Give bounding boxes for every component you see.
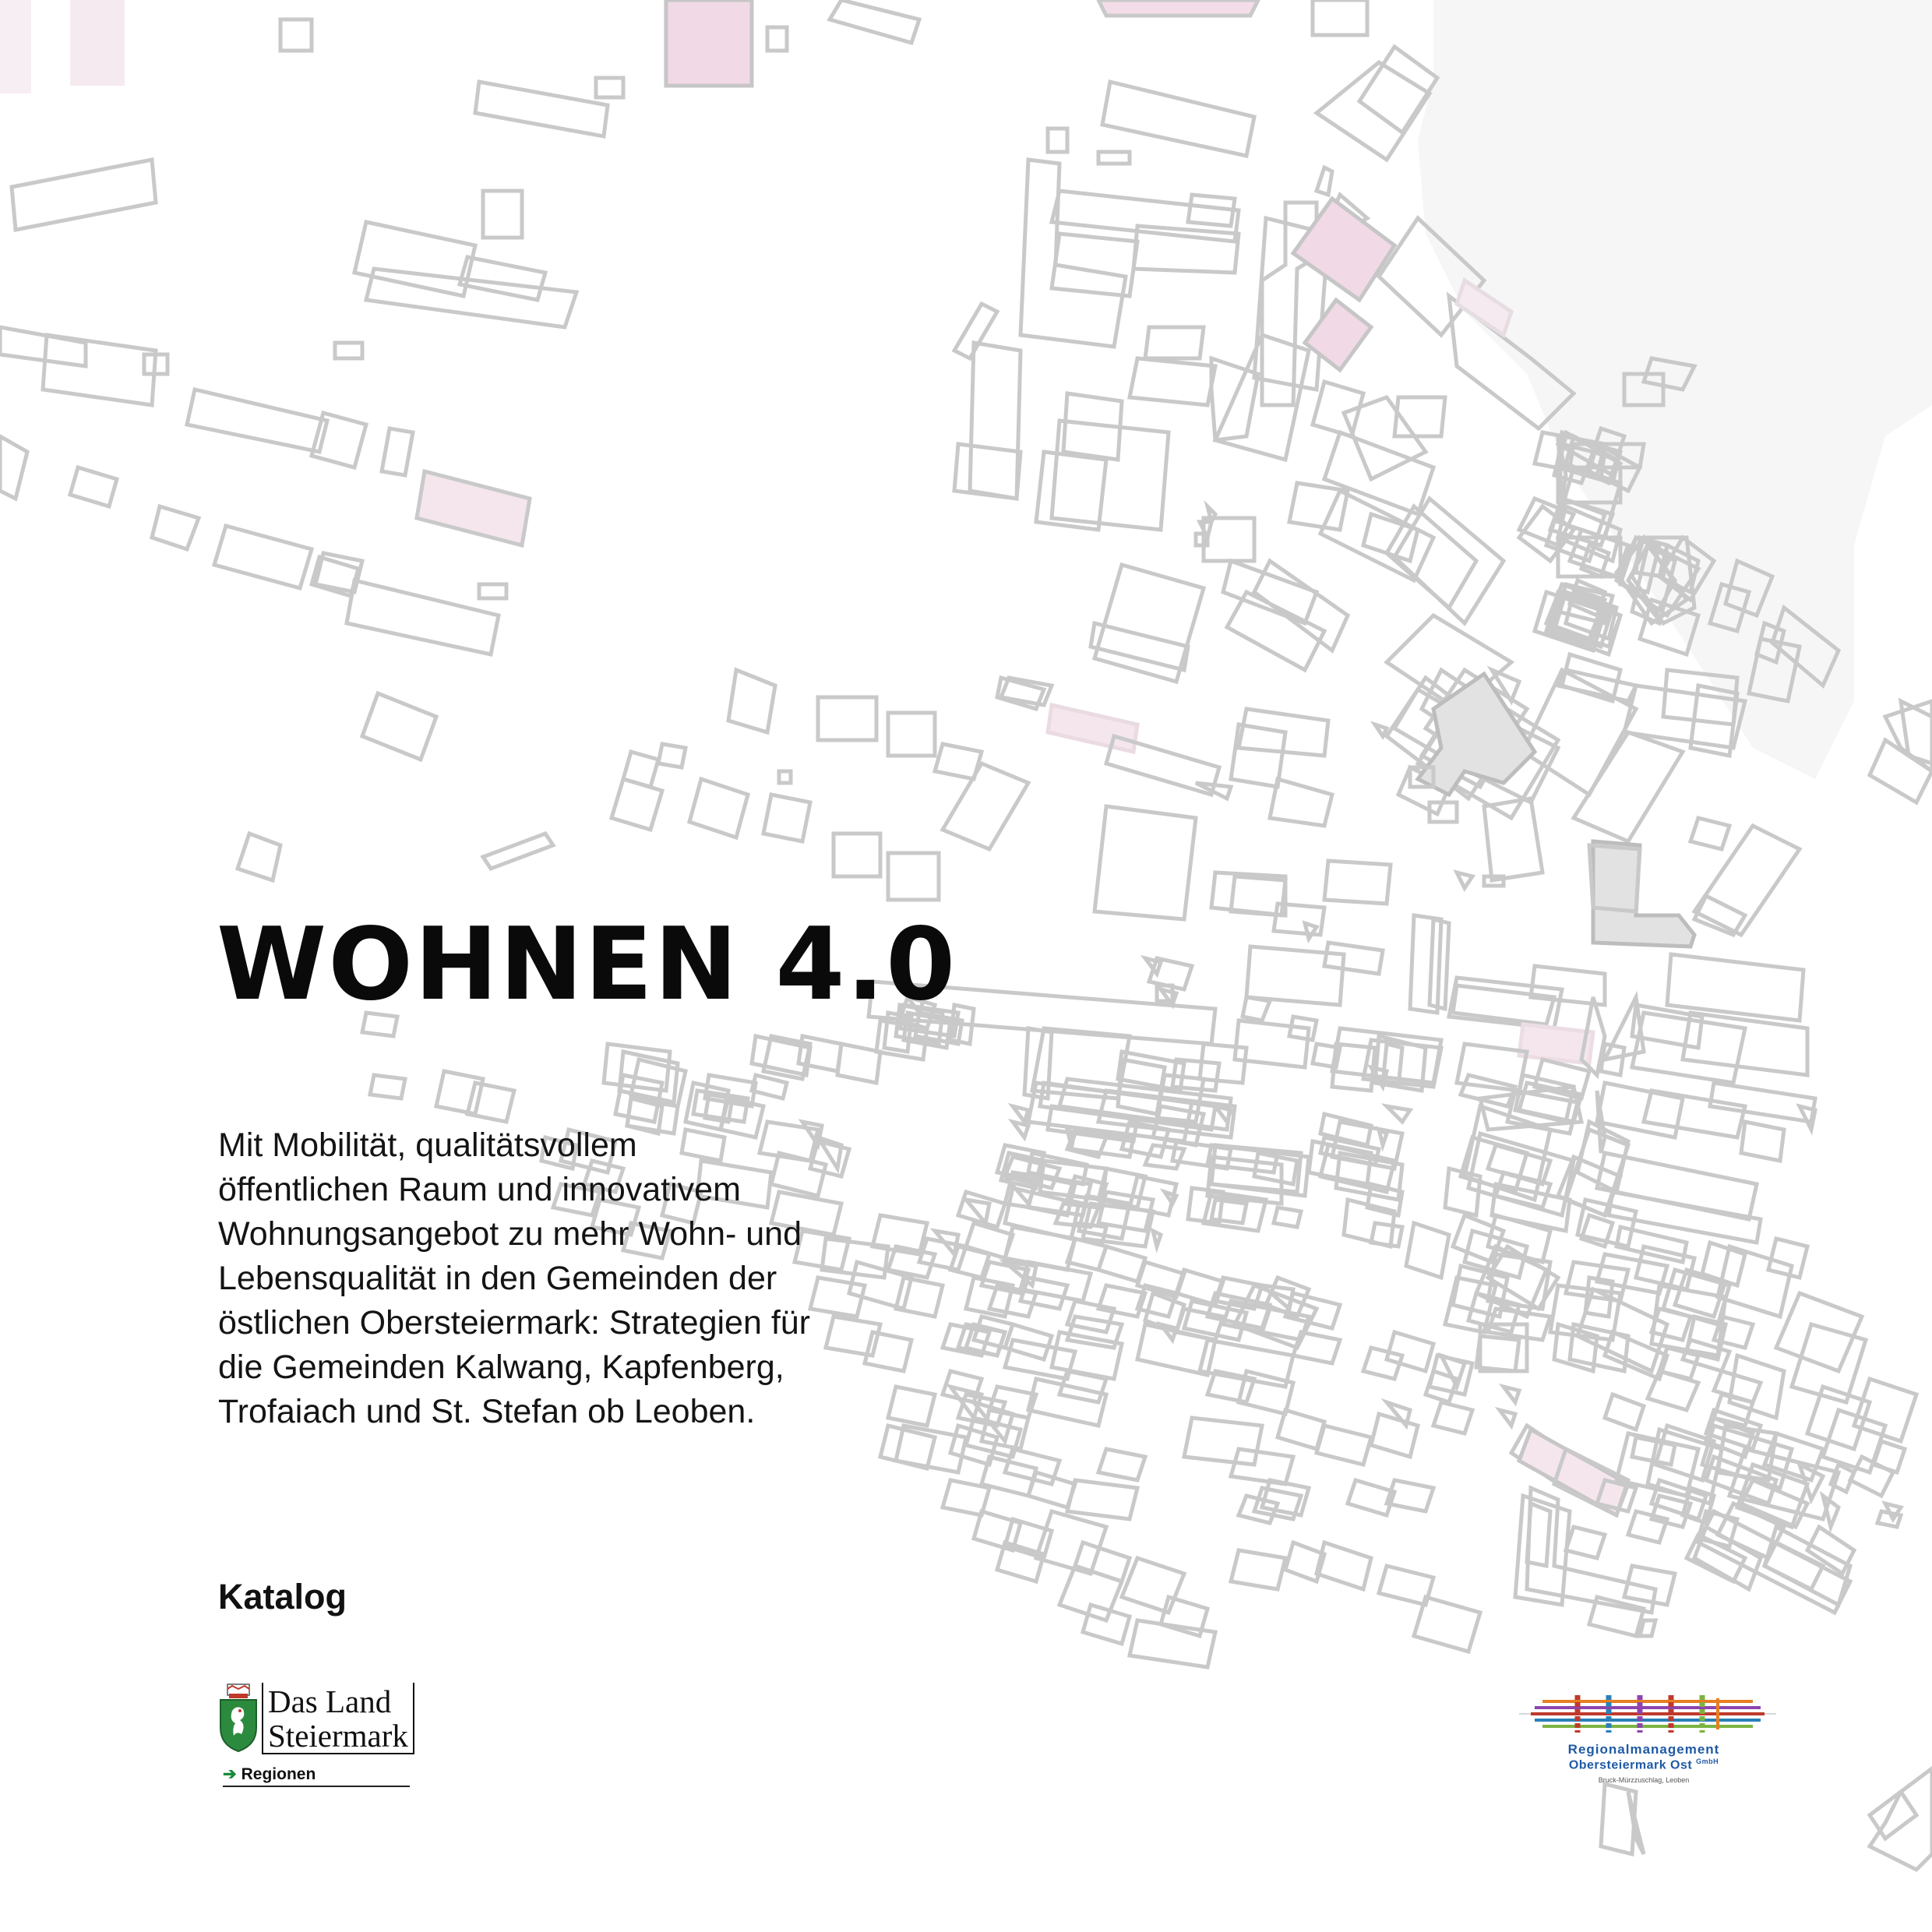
railway-lines-icon [1519, 1690, 1776, 1737]
subtitle-line: Wohnungsangebot zu mehr Wohn- und [218, 1215, 802, 1253]
subtitle-line: östlichen Obersteiermark: Strategien für [218, 1304, 810, 1341]
land-name-line1: Das Land [268, 1683, 392, 1719]
rm-name-line2 [1550, 1757, 1737, 1772]
rm-name-line1: Regionalmanagement [1567, 1742, 1720, 1757]
document-subtitle [218, 1123, 919, 1434]
subtitle-line: Trofaiach und St. Stefan ob Leoben. [218, 1393, 756, 1430]
subtitle-line: Lebensqualität in den Gemeinden der [218, 1260, 777, 1297]
regionen-label [223, 1764, 410, 1787]
arrow-right-icon: ➔ [223, 1765, 237, 1783]
regionalmanagement-logo [1519, 1690, 1776, 1784]
rm-name-suffix: GmbH [1696, 1757, 1719, 1765]
rm-name-line2-text: Obersteiermark Ost [1568, 1758, 1693, 1772]
land-steiermark-logo [218, 1683, 413, 1792]
land-name-line2: Steiermark [268, 1718, 408, 1754]
regionen-text: Regionen [241, 1765, 316, 1783]
document-type-label: Katalog [218, 1577, 347, 1616]
coat-of-arms-icon [218, 1683, 259, 1753]
document-title: WOHNEN 4.0 [217, 907, 957, 1023]
subtitle-line: öffentlichen Raum und innovativem [218, 1171, 741, 1208]
subtitle-line: die Gemeinden Kalwang, Kapfenberg, [218, 1349, 784, 1386]
subtitle-line: Mit Mobilität, qualitätsvollem [218, 1126, 637, 1164]
rm-location: Bruck-Mürzzuschlag, Leoben [1598, 1776, 1690, 1784]
land-name-box [262, 1683, 414, 1754]
